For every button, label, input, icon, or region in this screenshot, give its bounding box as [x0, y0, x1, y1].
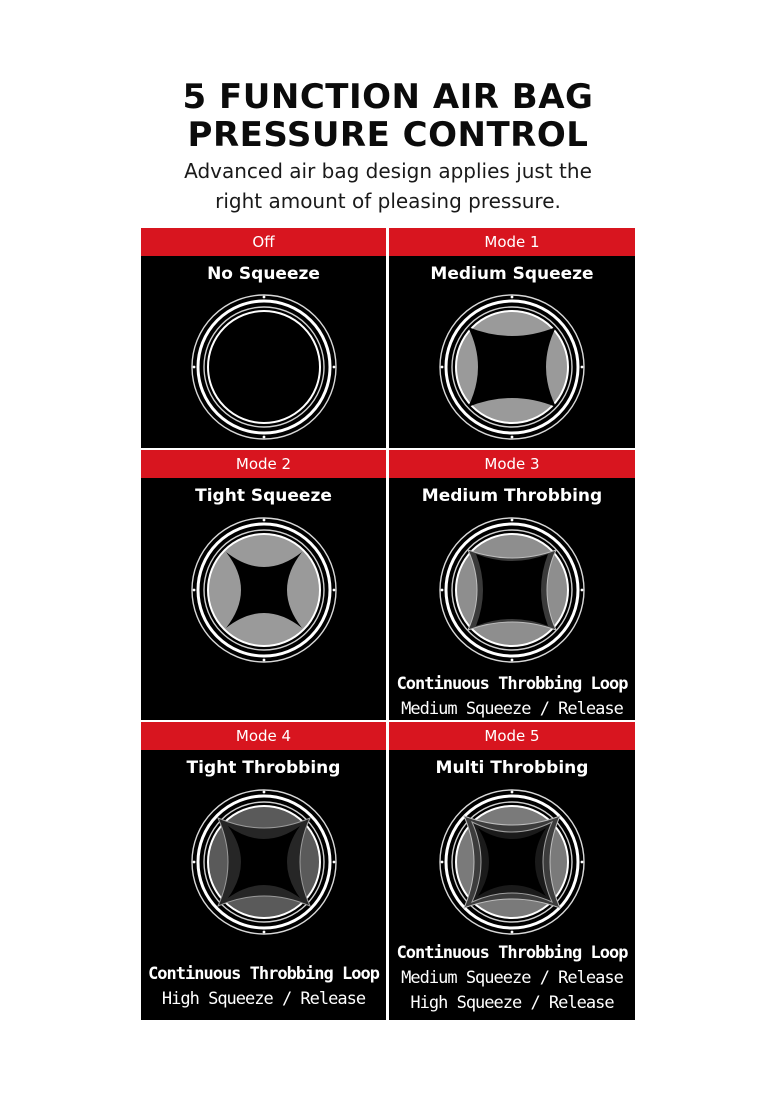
- mode-caption-4: [141, 962, 386, 1012]
- mode-title-off: No Squeeze: [207, 264, 320, 284]
- mode-tab-5: Mode 5: [389, 722, 635, 750]
- title-line-2: PRESSURE CONTROL: [187, 115, 589, 155]
- mode-tab-1: Mode 1: [389, 228, 635, 256]
- mode-card-5: [389, 722, 635, 1020]
- mode-title-3: Medium Throbbing: [421, 486, 603, 506]
- mode-caption-5: [389, 941, 635, 1016]
- mode-tab-4: Mode 4: [141, 722, 386, 750]
- mode-card-2: [141, 450, 386, 720]
- mode-caption-3: [389, 672, 635, 720]
- ring-tight-squeeze-icon: [190, 516, 338, 664]
- page-title: [0, 78, 776, 154]
- caption-line: Continuous Throbbing Loop: [396, 943, 628, 963]
- ring-medium-squeeze-icon: [438, 293, 586, 441]
- caption-line: Medium Squeeze / Release: [401, 699, 623, 719]
- subtitle-line-1: Advanced air bag design applies just the: [184, 159, 592, 183]
- subtitle-line-2: right amount of pleasing pressure.: [215, 189, 561, 213]
- mode-tab-2: Mode 2: [141, 450, 386, 478]
- caption-line: High Squeeze / Release: [410, 993, 614, 1013]
- ring-no-squeeze-icon: [190, 293, 338, 441]
- mode-tab-3: Mode 3: [389, 450, 635, 478]
- ring-tight-throbbing-icon: [190, 788, 338, 936]
- caption-line: High Squeeze / Release: [161, 989, 366, 1009]
- mode-title-4: Tight Throbbing: [186, 758, 341, 778]
- mode-card-1: [389, 228, 635, 448]
- mode-card-4: [141, 722, 386, 1020]
- mode-title-1: Medium Squeeze: [430, 264, 594, 284]
- ring-medium-throbbing-icon: [438, 516, 586, 664]
- mode-grid: [141, 228, 635, 1020]
- mode-card-3: [389, 450, 635, 720]
- mode-card-off: [141, 228, 386, 448]
- mode-title-2: Tight Squeeze: [195, 486, 332, 506]
- mode-tab-off: Off: [141, 228, 386, 256]
- caption-line: Continuous Throbbing Loop: [396, 674, 628, 694]
- ring-multi-throbbing-icon: [438, 788, 586, 936]
- caption-line: Medium Squeeze / Release: [401, 968, 623, 988]
- title-line-1: 5 FUNCTION AIR BAG: [182, 77, 594, 117]
- mode-title-5: Multi Throbbing: [435, 758, 589, 778]
- caption-line: Continuous Throbbing Loop: [148, 964, 379, 984]
- page-subtitle: [0, 156, 776, 216]
